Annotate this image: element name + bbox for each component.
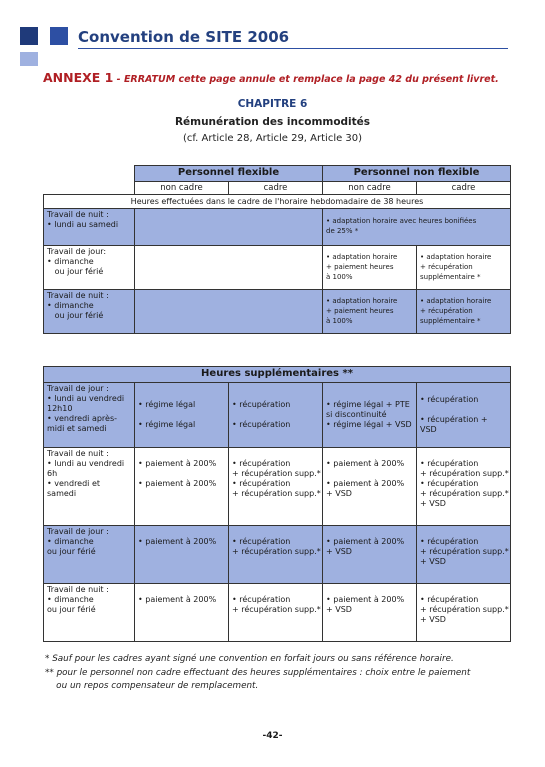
cell-line: • lundi au vendredi — [47, 393, 125, 403]
cell-c4 — [417, 583, 511, 641]
cell-line: Travail de jour : — [47, 383, 109, 393]
cell-c4 — [417, 246, 511, 290]
subcol-nonflex-non-cadre: non cadre — [323, 181, 417, 195]
cell-c3 — [323, 246, 417, 290]
cell-line: • récupération — [420, 594, 479, 604]
header-square-blue — [50, 27, 68, 45]
cell-line: si discontinuité — [326, 409, 387, 419]
row-label — [44, 525, 135, 583]
cell-line: • paiement à 200% — [138, 478, 217, 488]
cell-line: + VSD — [420, 556, 446, 566]
cell-c4 — [417, 382, 511, 447]
cell-line — [232, 410, 319, 420]
cell-line: à 100% — [326, 272, 353, 281]
cell-line: + paiement heures — [326, 306, 394, 315]
cell-c3 — [323, 447, 417, 525]
cell-c1 — [135, 583, 229, 641]
empty-corner — [44, 166, 135, 182]
cell-line: • dimanche — [47, 594, 94, 604]
annexe-line — [43, 70, 499, 85]
cell-c3 — [323, 382, 417, 447]
cell-line: Travail de jour : — [47, 526, 109, 536]
row-label — [44, 447, 135, 525]
cell-line — [326, 585, 413, 595]
cell-line: • régime légal + VSD — [326, 419, 412, 429]
cell-line: + paiement heures — [326, 262, 394, 271]
empty-corner — [44, 181, 135, 195]
cell-line: • paiement à 200% — [138, 594, 217, 604]
cell-line: • récupération + — [420, 414, 488, 424]
cell-c3 — [323, 525, 417, 583]
cell-line: • récupération — [420, 458, 479, 468]
annexe-label: ANNEXE 1 — [43, 70, 114, 85]
cell-line: 12h10 — [47, 403, 73, 413]
cell-line — [420, 449, 507, 459]
cell-line: ou jour férié — [47, 546, 96, 556]
overtime-header: Heures supplémentaires ** — [44, 367, 511, 383]
cell-line: • paiement à 200% — [326, 536, 405, 546]
cell-c2 — [229, 382, 323, 447]
cell-line: + VSD — [420, 614, 446, 624]
cell-c1 — [135, 525, 229, 583]
cell-empty — [135, 209, 323, 246]
cell-line: • récupération — [232, 419, 291, 429]
footnote-1: * Sauf pour les cadres ayant signé une convention en forfait jours ou sans référence horaire. — [45, 654, 454, 664]
cell-line: samedi — [47, 488, 77, 498]
heures-supplementaires-table — [43, 366, 511, 642]
title-rule — [78, 48, 508, 49]
cell-line: • vendredi et — [47, 478, 101, 488]
header-square-dark — [20, 27, 38, 45]
cell-line: • récupération — [420, 536, 479, 546]
cell-line: + récupération supp.* — [420, 468, 509, 478]
cell-line: • dimanche — [47, 536, 94, 546]
footnote-2: ** pour le personnel non cadre effectuant des heures supplémentaires : choix entre le paiement — [45, 668, 471, 678]
erratum-note: ERRATUM cette page annule et remplace la page 42 du présent livret. — [123, 74, 499, 85]
cell-c2 — [229, 525, 323, 583]
cell-line — [420, 405, 507, 415]
chapter-title: Rémunération des incommodités — [174, 116, 371, 128]
cell-line — [138, 449, 225, 459]
cell-empty — [135, 290, 323, 334]
cell-line: + VSD — [420, 498, 446, 508]
cell-line: • lundi au samedi — [47, 220, 119, 230]
cell-line: • dimanche — [47, 301, 94, 311]
cell-line — [232, 585, 319, 595]
cell-line: • dimanche — [47, 257, 94, 267]
cell-line: Travail de nuit : — [47, 210, 109, 220]
cell-empty — [135, 246, 323, 290]
cell-line: • récupération — [420, 478, 479, 488]
cell-line: + récupération — [420, 306, 473, 315]
footnote-3: ou un repos compensateur de remplacement. — [45, 681, 259, 691]
cell-line — [138, 527, 225, 537]
cell-line: + récupération supp.* — [232, 604, 321, 614]
cell-c4 — [417, 290, 511, 334]
cell-line — [420, 585, 507, 595]
incommodites-table — [43, 165, 511, 334]
cell-line: ou jour férié — [47, 311, 104, 321]
cell-line: • récupération — [420, 394, 479, 404]
cell-line: • récupération — [232, 536, 291, 546]
cell-line: + récupération supp.* — [420, 604, 509, 614]
cell-line: + VSD — [326, 604, 352, 614]
cell-line: • vendredi après- — [47, 413, 118, 423]
cell-line: • régime légal — [138, 399, 196, 409]
page-number: -42- — [262, 731, 283, 741]
cell-line: • récupération — [232, 399, 291, 409]
subcol-flex-non-cadre: non cadre — [135, 181, 229, 195]
cell-line: midi et samedi — [47, 423, 107, 433]
cell-line — [326, 449, 413, 459]
cell-line: supplémentaire * — [420, 272, 481, 281]
cell-c1 — [135, 447, 229, 525]
cell-line: + récupération supp.* — [232, 488, 321, 498]
cell-c4 — [417, 525, 511, 583]
cell-line: • récupération — [232, 458, 291, 468]
cell-line — [138, 469, 225, 479]
cell-line: de 25% * — [326, 227, 359, 236]
subcol-nonflex-cadre: cadre — [417, 181, 511, 195]
cell-c1 — [135, 382, 229, 447]
cell-c3 — [323, 583, 417, 641]
cell-line: • récupération — [232, 478, 291, 488]
group-header-non-flexible: Personnel non flexible — [323, 166, 511, 182]
cell-line: + récupération supp.* — [420, 546, 509, 556]
cell-line: Travail de nuit : — [47, 448, 109, 458]
cell-line: • récupération — [232, 594, 291, 604]
cell-line: Travail de nuit : — [47, 584, 109, 594]
cell-line: • adaptation horaire — [420, 252, 492, 261]
cell-line: supplémentaire * — [420, 316, 481, 325]
cell-line: • paiement à 200% — [138, 536, 217, 546]
cell-line: + récupération — [420, 262, 473, 271]
cell-line: ou jour férié — [47, 604, 96, 614]
cell-line: • paiement à 200% — [326, 594, 405, 604]
cell-line: Travail de nuit : — [47, 291, 109, 301]
cell-line: + récupération supp.* — [232, 546, 321, 556]
cell-line: à 100% — [326, 316, 353, 325]
row-label — [44, 290, 135, 334]
cell-line: + VSD — [326, 546, 352, 556]
group-header-flexible: Personnel flexible — [135, 166, 323, 182]
cell-c3 — [323, 290, 417, 334]
cell-line: 6h — [47, 468, 58, 478]
row-label — [44, 246, 135, 290]
cell-line: + récupération supp.* — [232, 468, 321, 478]
cell-line — [326, 469, 413, 479]
cell-line: • paiement à 200% — [326, 478, 405, 488]
cell-line: VSD — [420, 424, 437, 434]
cell-line — [138, 410, 225, 420]
cell-line: • régime légal — [138, 419, 196, 429]
cell-c2 — [229, 447, 323, 525]
annexe-separator: - — [113, 74, 124, 85]
row-label — [44, 382, 135, 447]
cell-line: • paiement à 200% — [326, 458, 405, 468]
span-note: Heures effectuées dans le cadre de l'horaire hebdomadaire de 38 heures — [44, 195, 511, 209]
row-label — [44, 209, 135, 246]
cell-c4 — [417, 447, 511, 525]
cell-line: Travail de jour: — [47, 247, 107, 257]
cell-c2 — [229, 583, 323, 641]
cell-line: • lundi au vendredi — [47, 458, 125, 468]
chapter-number: CHAPITRE 6 — [237, 98, 308, 110]
chapter-reference: (cf. Article 28, Article 29, Article 30) — [182, 133, 363, 144]
header-square-light — [20, 52, 38, 66]
subcol-flex-cadre: cadre — [229, 181, 323, 195]
cell-line: ou jour férié — [47, 267, 104, 277]
cell-line: • adaptation horaire — [326, 252, 398, 261]
cell-line: • adaptation horaire — [326, 296, 398, 305]
cell-line: • paiement à 200% — [138, 458, 217, 468]
row-label — [44, 583, 135, 641]
cell-line — [232, 449, 319, 459]
cell-line — [420, 527, 507, 537]
document-title: Convention de SITE 2006 — [78, 28, 290, 46]
cell-line — [232, 527, 319, 537]
cell-merged — [323, 209, 511, 246]
cell-line: + récupération supp.* — [420, 488, 509, 498]
cell-line — [326, 527, 413, 537]
cell-line: + VSD — [326, 488, 352, 498]
cell-line: • adaptation horaire — [420, 296, 492, 305]
cell-line: • régime légal + PTE — [326, 399, 410, 409]
cell-line — [138, 585, 225, 595]
cell-line: • adaptation horaire avec heures bonifiées — [326, 217, 477, 226]
